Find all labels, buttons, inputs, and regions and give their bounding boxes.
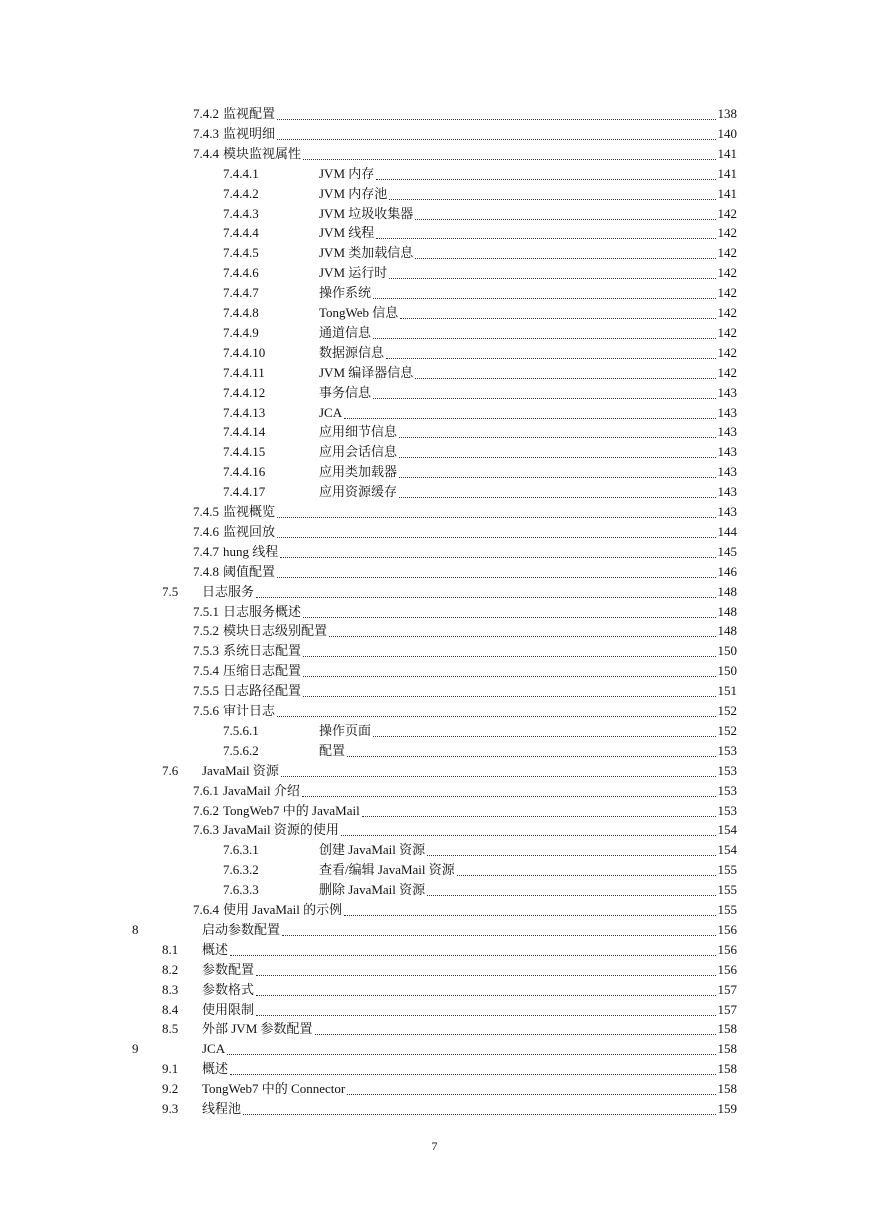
- toc-entry[interactable]: [223, 840, 737, 860]
- toc-entry-number: 7.6.4: [193, 902, 219, 917]
- toc-entry-number: 7.6.3.2: [223, 862, 259, 878]
- dot-leader: [399, 476, 715, 478]
- toc-entry-title: 使用限制: [202, 1001, 255, 1017]
- toc-entry-number: 7.4.4.5: [223, 245, 259, 261]
- toc-entry[interactable]: [132, 1039, 737, 1059]
- toc-entry-title: JVM 线程: [319, 225, 375, 241]
- toc-entry-page: 143: [717, 464, 737, 480]
- dot-leader: [256, 994, 715, 996]
- toc-entry-title: 参数配置: [202, 961, 255, 977]
- toc-entry[interactable]: [193, 900, 737, 920]
- toc-entry[interactable]: [193, 542, 737, 562]
- toc-entry[interactable]: [162, 980, 737, 1000]
- dot-leader: [399, 436, 715, 438]
- dot-leader: [347, 1093, 715, 1095]
- toc-entry-title: 事务信息: [319, 384, 372, 400]
- toc-entry-number: 7.4.4.3: [223, 205, 259, 221]
- dot-leader: [277, 715, 715, 717]
- toc-entry-number: 7.4.3: [193, 125, 219, 141]
- toc-entry-number: 9.2: [162, 1081, 179, 1097]
- dot-leader: [389, 277, 715, 279]
- toc-entry[interactable]: [162, 960, 737, 980]
- toc-entry-page: 152: [717, 722, 737, 738]
- toc-entry-title: JavaMail 资源的使用: [223, 822, 339, 838]
- toc-entry-page: 142: [717, 225, 737, 241]
- toc-entry-title: 应用会话信息: [319, 444, 398, 460]
- toc-entry-page: 152: [717, 703, 737, 718]
- toc-entry-number: 7.4.4.10: [223, 344, 266, 360]
- toc-entry-number: 8.4: [162, 1001, 179, 1017]
- toc-entry-page: 143: [717, 404, 737, 420]
- toc-entry[interactable]: [223, 383, 737, 403]
- toc-entry-title: 参数格式: [202, 981, 255, 997]
- toc-entry-title: JVM 内存池: [319, 185, 388, 201]
- dot-leader: [415, 218, 715, 220]
- toc-entry-title: 日志服务: [202, 583, 255, 599]
- dot-leader: [280, 556, 715, 558]
- toc-entry-number: 7.5.6.2: [223, 742, 259, 758]
- toc-entry-title: JVM 运行时: [319, 265, 388, 281]
- dot-leader: [457, 874, 716, 876]
- dot-leader: [227, 1053, 715, 1055]
- toc-entry[interactable]: [223, 323, 737, 343]
- toc-entry[interactable]: [193, 641, 737, 661]
- dot-leader: [303, 158, 715, 160]
- toc-entry-number: 7.4.4.13: [223, 404, 266, 420]
- dot-leader: [376, 178, 715, 180]
- toc-entry-number: 7.4.7: [193, 543, 219, 559]
- toc-entry[interactable]: [193, 502, 737, 522]
- toc-entry-page: 141: [717, 165, 737, 181]
- toc-entry-number: 7.4.4.1: [223, 165, 259, 181]
- toc-entry[interactable]: [223, 403, 737, 423]
- toc-entry[interactable]: [162, 761, 737, 781]
- toc-entry[interactable]: [193, 144, 737, 164]
- dot-leader: [303, 695, 715, 697]
- toc-entry-page: 154: [717, 842, 737, 858]
- toc-entry-title: 操作系统: [319, 285, 372, 301]
- toc-entry-number: 7.4.4.2: [223, 185, 259, 201]
- toc-entry-number: 8.5: [162, 1021, 179, 1037]
- toc-entry-number: 7.5.1: [193, 603, 219, 619]
- toc-entry-page: 142: [717, 344, 737, 360]
- toc-entry-page: 143: [717, 484, 737, 500]
- toc-entry[interactable]: [193, 602, 737, 622]
- toc-entry[interactable]: [193, 104, 737, 124]
- toc-entry-page: 142: [717, 364, 737, 380]
- toc-entry[interactable]: [223, 363, 737, 383]
- toc-entry-number: 7.5.5: [193, 683, 219, 699]
- toc-entry-page: 157: [717, 981, 737, 997]
- dot-leader: [389, 198, 715, 200]
- dot-leader: [386, 357, 715, 359]
- toc-entry-title: 应用类加载器: [319, 464, 398, 480]
- toc-entry[interactable]: [223, 880, 737, 900]
- toc-entry-page: 141: [717, 185, 737, 201]
- toc-entry[interactable]: [193, 124, 737, 144]
- toc-entry-page: 154: [717, 822, 737, 838]
- toc-entry[interactable]: [223, 462, 737, 482]
- toc-entry-number: 9.3: [162, 1101, 179, 1116]
- toc-entry[interactable]: [162, 1019, 737, 1039]
- toc-entry[interactable]: [132, 920, 737, 940]
- dot-leader: [400, 317, 715, 319]
- toc-entry-number: 7.4.4.14: [223, 424, 266, 440]
- dot-leader: [427, 854, 715, 856]
- page-number: 7: [431, 1139, 438, 1153]
- toc-entry-title: 应用细节信息: [319, 424, 398, 440]
- toc-entry-number: 7.5.3: [193, 643, 219, 659]
- dot-leader: [303, 675, 715, 677]
- toc-entry-page: 156: [717, 921, 737, 937]
- toc-entry-number: 7.4.4.17: [223, 484, 266, 500]
- toc-entry-page: 148: [717, 623, 737, 639]
- dot-leader: [344, 914, 715, 916]
- toc-entry-number: 9: [132, 1041, 139, 1057]
- toc-entry[interactable]: [193, 681, 737, 701]
- toc-entry-number: 7.4.4.6: [223, 265, 259, 281]
- toc-entry-number: 8: [132, 921, 139, 937]
- toc-entry-title: 概述: [202, 941, 229, 957]
- toc-entry-title: 通道信息: [319, 324, 372, 340]
- toc-entry[interactable]: [193, 801, 737, 821]
- toc-entry-page: 142: [717, 245, 737, 261]
- dot-leader: [281, 775, 716, 777]
- toc-entry-page: 155: [717, 882, 737, 898]
- dot-leader: [376, 237, 715, 239]
- toc-entry-number: 8.1: [162, 941, 179, 957]
- toc-entry[interactable]: [223, 442, 737, 462]
- dot-leader: [277, 536, 715, 538]
- toc-entry-page: 144: [717, 523, 737, 539]
- toc-entry-page: 156: [717, 961, 737, 977]
- toc-entry-title: 查看/编辑 JavaMail 资源: [319, 862, 455, 878]
- toc-entry-number: 7.4.2: [193, 106, 219, 121]
- toc-entry[interactable]: [162, 1079, 737, 1099]
- toc-entry-title: 创建 JavaMail 资源: [319, 842, 426, 858]
- toc-entry-page: 142: [717, 285, 737, 301]
- toc-entry[interactable]: [223, 741, 737, 761]
- toc-entry[interactable]: [223, 223, 737, 243]
- toc-entry-title: 监视概览: [223, 504, 276, 519]
- toc-entry-title: 外部 JVM 参数配置: [202, 1021, 313, 1037]
- toc-entry-page: 143: [717, 444, 737, 460]
- toc-entry-page: 153: [717, 762, 737, 778]
- toc-entry-number: 7.4.4.8: [223, 305, 259, 320]
- toc-entry-page: 150: [717, 643, 737, 659]
- toc-entry-page: 155: [717, 902, 737, 917]
- toc-entry[interactable]: [223, 860, 737, 880]
- dot-leader: [373, 297, 715, 299]
- toc-entry[interactable]: [223, 184, 737, 204]
- toc-entry[interactable]: [223, 263, 737, 283]
- toc-entry-title: 数据源信息: [319, 344, 385, 360]
- dot-leader: [415, 257, 715, 259]
- toc-entry-title: TongWeb 信息: [319, 305, 399, 320]
- toc-entry-page: 142: [717, 324, 737, 340]
- dot-leader: [373, 397, 715, 399]
- dot-leader: [230, 1073, 715, 1075]
- toc-entry-title: 阈值配置: [223, 563, 276, 579]
- toc-entry-number: 7.4.4.16: [223, 464, 266, 480]
- toc-entry[interactable]: [193, 661, 737, 681]
- toc-entry-number: 7.5.4: [193, 663, 219, 679]
- toc-entry-title: 模块监视属性: [223, 145, 302, 161]
- dot-leader: [256, 1014, 715, 1016]
- dot-leader: [277, 138, 715, 140]
- toc-entry-number: 8.3: [162, 981, 179, 997]
- toc-entry[interactable]: [223, 721, 737, 741]
- toc-entry-page: 158: [717, 1061, 737, 1077]
- dot-leader: [277, 576, 715, 578]
- dot-leader: [302, 795, 716, 797]
- toc-entry[interactable]: [162, 940, 737, 960]
- toc-entry-page: 153: [717, 782, 737, 798]
- toc-entry-title: JVM 编译器信息: [319, 364, 414, 380]
- toc-entry[interactable]: [193, 820, 737, 840]
- toc-entry-title: JVM 类加载信息: [319, 245, 414, 261]
- dot-leader: [427, 894, 715, 896]
- toc-entry-number: 7.6.3: [193, 822, 219, 838]
- toc-entry[interactable]: [223, 283, 737, 303]
- dot-leader: [303, 616, 715, 618]
- toc-entry-number: 7.4.6: [193, 523, 219, 539]
- toc-entry-page: 143: [717, 504, 737, 519]
- toc-entry-title: JVM 垃圾收集器: [319, 205, 414, 221]
- toc-entry[interactable]: [193, 522, 737, 542]
- toc-entry-title: 系统日志配置: [223, 643, 302, 659]
- toc-entry-title: 线程池: [202, 1101, 242, 1116]
- dot-leader: [373, 337, 715, 339]
- toc-entry-number: 7.5.2: [193, 623, 219, 639]
- toc-entry-title: TongWeb7 中的 JavaMail: [223, 802, 360, 818]
- dot-leader: [230, 954, 715, 956]
- toc-entry-title: 操作页面: [319, 722, 372, 738]
- toc-entry-title: 监视配置: [223, 106, 276, 121]
- toc-entry-title: JVM 内存: [319, 165, 375, 181]
- toc-entry-page: 143: [717, 384, 737, 400]
- toc-entry[interactable]: [223, 303, 737, 323]
- dot-leader: [341, 834, 716, 836]
- toc-entry-title: TongWeb7 中的 Connector: [202, 1081, 346, 1097]
- dot-leader: [362, 815, 716, 817]
- toc-entry-number: 7.6.3.1: [223, 842, 259, 858]
- toc-entry-number: 8.2: [162, 961, 179, 977]
- toc-entry[interactable]: [162, 1099, 737, 1119]
- toc-entry-page: 142: [717, 265, 737, 281]
- toc-entry-number: 7.4.4: [193, 145, 219, 161]
- toc-entry-page: 142: [717, 205, 737, 221]
- toc-entry-number: 7.4.4.4: [223, 225, 259, 241]
- toc-entry-page: 153: [717, 802, 737, 818]
- toc-entry-number: 7.4.4.7: [223, 285, 259, 301]
- toc-entry-page: 158: [717, 1041, 737, 1057]
- toc-entry-page: 153: [717, 742, 737, 758]
- toc-entry-number: 7.5.6: [193, 703, 219, 718]
- toc-entry-title: JavaMail 介绍: [223, 782, 300, 798]
- toc-entry-title: JCA: [319, 404, 343, 420]
- toc-entry-title: 删除 JavaMail 资源: [319, 882, 426, 898]
- toc-entry-number: 7.4.8: [193, 563, 219, 579]
- toc-entry-page: 159: [717, 1101, 737, 1116]
- toc-entry-number: 7.5.6.1: [223, 722, 259, 738]
- toc-entry[interactable]: [193, 621, 737, 641]
- toc-entry-number: 7.5: [162, 583, 179, 599]
- toc-entry[interactable]: [193, 562, 737, 582]
- toc-entry-page: 148: [717, 603, 737, 619]
- toc-entry-title: 应用资源缓存: [319, 484, 398, 500]
- toc-entry-title: 监视回放: [223, 523, 276, 539]
- toc-entry[interactable]: [162, 1059, 737, 1079]
- toc-entry-title: 配置: [319, 742, 346, 758]
- toc-entry-page: 148: [717, 583, 737, 599]
- toc-entry-title: 概述: [202, 1061, 229, 1077]
- dot-leader: [256, 974, 715, 976]
- dot-leader: [344, 417, 715, 419]
- toc-entry-page: 146: [717, 563, 737, 579]
- toc-entry-number: 7.6.2: [193, 802, 219, 818]
- toc-entry-title: 日志路径配置: [223, 683, 302, 699]
- toc-entry[interactable]: [162, 1000, 737, 1020]
- dot-leader: [329, 635, 715, 637]
- dot-leader: [243, 1113, 715, 1115]
- toc-entry-page: 138: [717, 106, 737, 121]
- toc-entry-number: 7.6: [162, 762, 179, 778]
- toc-entry-title: 压缩日志配置: [223, 663, 302, 679]
- toc-entry-number: 7.4.4.9: [223, 324, 259, 340]
- dot-leader: [399, 496, 715, 498]
- toc-entry[interactable]: [223, 164, 737, 184]
- dot-leader: [415, 377, 715, 379]
- dot-leader: [373, 735, 715, 737]
- dot-leader: [282, 934, 715, 936]
- toc-entry-page: 142: [717, 305, 737, 320]
- toc-entry-page: 143: [717, 424, 737, 440]
- toc-entry-page: 158: [717, 1081, 737, 1097]
- toc-entry-title: 启动参数配置: [202, 921, 281, 937]
- toc-entry[interactable]: [223, 482, 737, 502]
- toc-entry-title: 模块日志级别配置: [223, 623, 328, 639]
- toc-entry-number: 7.6.1: [193, 782, 219, 798]
- toc-entry-page: 156: [717, 941, 737, 957]
- toc-entry[interactable]: [193, 701, 737, 721]
- toc-entry-title: 审计日志: [223, 703, 276, 718]
- toc-entry[interactable]: [193, 781, 737, 801]
- toc-entry[interactable]: [223, 422, 737, 442]
- toc-entry-title: hung 线程: [223, 543, 279, 559]
- toc-entry-title: 日志服务概述: [223, 603, 302, 619]
- toc-entry[interactable]: [223, 204, 737, 224]
- toc-entry-title: 使用 JavaMail 的示例: [223, 902, 343, 917]
- dot-leader: [399, 456, 715, 458]
- dot-leader: [277, 516, 715, 518]
- toc-entry-page: 140: [717, 125, 737, 141]
- toc-entry-number: 7.4.4.11: [223, 364, 265, 380]
- toc-entry-page: 141: [717, 145, 737, 161]
- toc-entry[interactable]: [223, 243, 737, 263]
- toc-entry-page: 145: [717, 543, 737, 559]
- toc-entry-title: JCA: [202, 1041, 226, 1057]
- dot-leader: [315, 1033, 716, 1035]
- toc-entry-page: 158: [717, 1021, 737, 1037]
- toc-entry-page: 155: [717, 862, 737, 878]
- toc-entry-number: 7.4.4.15: [223, 444, 266, 460]
- dot-leader: [277, 118, 715, 120]
- toc-entry-title: JavaMail 资源: [202, 762, 279, 778]
- dot-leader: [347, 755, 715, 757]
- dot-leader: [303, 655, 715, 657]
- toc-entry-page: 157: [717, 1001, 737, 1017]
- toc-entry-number: 9.1: [162, 1061, 179, 1077]
- toc-entry-number: 7.4.4.12: [223, 384, 266, 400]
- toc-entry-title: 监视明细: [223, 125, 276, 141]
- toc-entry-page: 150: [717, 663, 737, 679]
- toc-entry-number: 7.6.3.3: [223, 882, 259, 898]
- toc-entry[interactable]: [223, 343, 737, 363]
- toc-entry-number: 7.4.5: [193, 504, 219, 519]
- toc-entry[interactable]: [162, 582, 737, 602]
- toc-entry-page: 151: [717, 683, 737, 699]
- dot-leader: [256, 596, 715, 598]
